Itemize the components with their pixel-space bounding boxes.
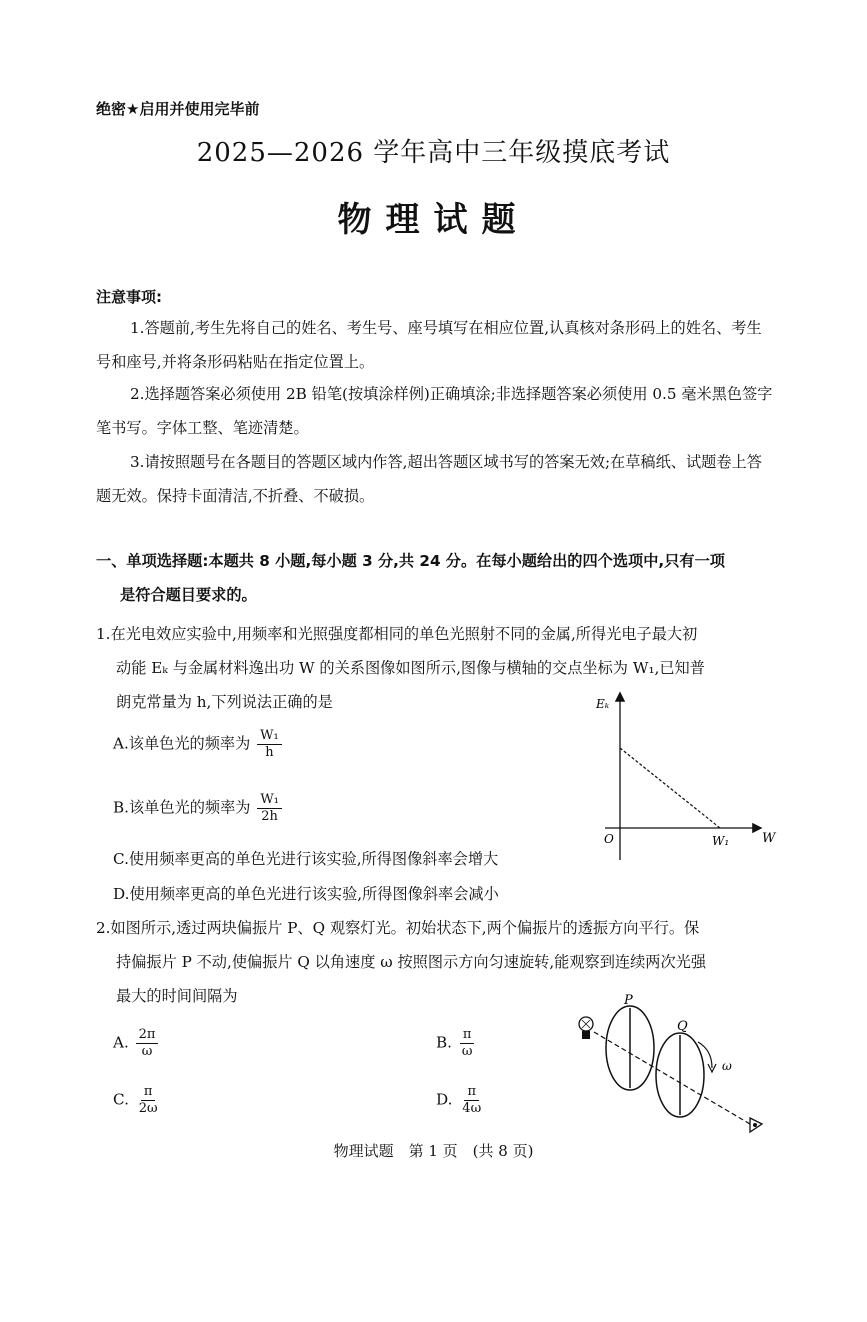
- section-heading-line1: 一、单项选择题:本题共 8 小题,每小题 3 分,共 24 分。在每小题给出的四个选项中,只有一项: [96, 552, 725, 570]
- q2-polarizer-figure: [572, 990, 772, 1140]
- x-intercept-label: W₁: [712, 834, 730, 848]
- q1-option-c: C.使用频率更高的单色光进行该实验,所得图像斜率会增大: [113, 850, 499, 868]
- notice-item-1: 1.答题前,考生先将自己的姓名、考生号、座号填写在相应位置,认真核对条形码上的姓名、考生号和座号,并将条形码粘贴在指定位置上。: [96, 319, 762, 371]
- q1-graph: [590, 688, 780, 868]
- notice-heading: 注意事项:: [96, 288, 162, 306]
- q2-option-d-label: D.: [436, 1090, 453, 1109]
- confidential-label: 绝密★启用并使用完毕前: [96, 100, 260, 118]
- fraction-denominator: 2ω: [138, 1101, 158, 1116]
- exam-title: 2025—2026 学年高中三年级摸底考试: [196, 138, 671, 168]
- p-label: P: [624, 993, 633, 1008]
- fraction-numerator: π: [460, 1027, 475, 1044]
- page-footer: 物理试题 第 1 页 (共 8 页): [333, 1142, 534, 1160]
- q2-line2: 持偏振片 P 不动,使偏振片 Q 以角速度 ω 按照图示方向匀速旋转,能观察到连续两次光强: [116, 953, 707, 971]
- q1-option-a-text: A.该单色光的频率为: [113, 734, 251, 753]
- q2-option-a: [113, 1027, 158, 1060]
- q1-option-a: [113, 728, 282, 761]
- section-heading-line2: 是符合题目要求的。: [120, 586, 257, 604]
- q2-line3: 最大的时间间隔为: [116, 987, 238, 1005]
- q-label: Q: [677, 1019, 688, 1034]
- q2-option-c-label: C.: [113, 1090, 129, 1109]
- fraction-denominator: h: [265, 745, 274, 760]
- q2-option-c-fraction: [136, 1084, 161, 1117]
- q1-option-a-fraction: [257, 728, 282, 761]
- rotation-arrow: [698, 1042, 712, 1068]
- q2-option-a-label: A.: [113, 1033, 129, 1052]
- eye-icon: [750, 1118, 762, 1132]
- fraction-denominator: ω: [461, 1044, 473, 1059]
- q2-option-c: [113, 1084, 161, 1117]
- q2-option-b: [436, 1027, 475, 1060]
- notice-item-3: 3.请按照题号在各题目的答题区域内作答,超出答题区域书写的答案无效;在草稿纸、试题卷上答题无效。保持卡面清洁,不折叠、不破损。: [96, 453, 762, 505]
- light-path: [594, 1032, 750, 1124]
- q1-line1: 1.在光电效应实验中,用频率和光照强度都相同的单色光照射不同的金属,所得光电子最大初: [96, 625, 698, 643]
- polarizer-p: [606, 1006, 654, 1090]
- notice-item-2: 2.选择题答案必须使用 2B 铅笔(按填涂样例)正确填涂;非选择题答案必须使用 0.5 毫米黑色签字笔书写。字体工整、笔迹清楚。: [96, 385, 773, 437]
- lamp-icon: [579, 1017, 593, 1039]
- subject-title: 物理试题: [337, 200, 530, 240]
- section-heading: [96, 544, 776, 612]
- fraction-numerator: W₁: [257, 728, 282, 745]
- x-axis-label: W: [762, 831, 776, 846]
- fraction-denominator: 2h: [261, 809, 278, 824]
- y-axis-label: Eₖ: [596, 697, 610, 711]
- q2-line1: 2.如图所示,透过两块偏振片 P、Q 观察灯光。初始状态下,两个偏振片的透振方向平行。保: [96, 919, 700, 937]
- q1-option-b: [113, 792, 282, 825]
- fraction-numerator: 2π: [136, 1027, 159, 1044]
- q2-option-a-fraction: [136, 1027, 159, 1060]
- q1-option-b-text: B.该单色光的频率为: [113, 798, 251, 817]
- q1-line3: 朗克常量为 h,下列说法正确的是: [116, 693, 333, 711]
- q1-line2: 动能 Eₖ 与金属材料逸出功 W 的关系图像如图所示,图像与横轴的交点坐标为 W₁,已知普: [116, 659, 705, 677]
- omega-label: ω: [722, 1059, 732, 1073]
- fraction-numerator: π: [464, 1084, 479, 1101]
- fraction-denominator: ω: [141, 1044, 153, 1059]
- q2-option-d: [436, 1084, 484, 1117]
- origin-label: O: [604, 832, 614, 846]
- q2-option-d-fraction: [459, 1084, 484, 1117]
- polarizer-q: [656, 1033, 704, 1117]
- q2-option-b-fraction: [459, 1027, 476, 1060]
- graph-line: [620, 748, 720, 828]
- fraction-numerator: π: [141, 1084, 156, 1101]
- q1-option-d: D.使用频率更高的单色光进行该实验,所得图像斜率会减小: [113, 885, 499, 903]
- fraction-denominator: 4ω: [462, 1101, 482, 1116]
- q1-option-b-fraction: [257, 792, 282, 825]
- q2-option-b-label: B.: [436, 1033, 452, 1052]
- fraction-numerator: W₁: [257, 792, 282, 809]
